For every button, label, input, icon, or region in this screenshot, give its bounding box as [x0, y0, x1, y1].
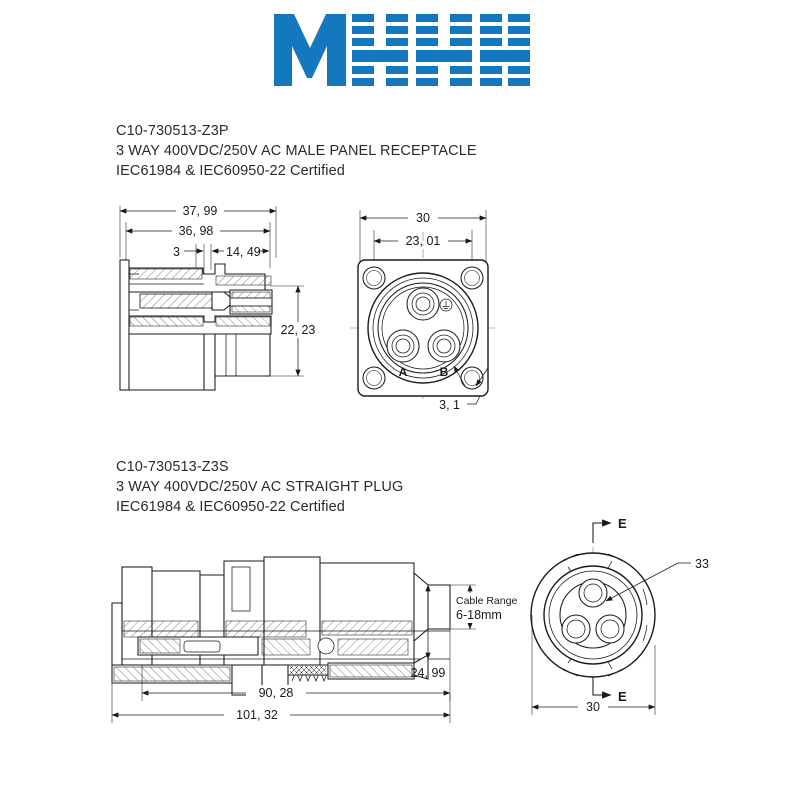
contact-label-b: B	[439, 365, 449, 379]
dimension-label-23-01: 23, 01	[405, 234, 441, 248]
dimension-label-30: 30	[416, 211, 430, 225]
plug-contact-lower-left	[562, 615, 590, 643]
product-1-description: 3 WAY 400VDC/250V AC MALE PANEL RECEPTACLE	[116, 143, 477, 159]
plug-sectional-drawing	[104, 545, 534, 735]
mounting-hole	[363, 367, 385, 389]
product-1-title-block	[116, 121, 477, 181]
dimension-22-23	[270, 286, 316, 376]
receptacle-front-drawing	[336, 200, 536, 415]
cable-range-annotation	[450, 585, 528, 629]
logo-artwork	[272, 8, 532, 92]
product-1-part-number: C10-730513-Z3P	[116, 123, 229, 139]
logo-letter-h-1	[352, 14, 408, 86]
dimension-label-33: 33	[695, 557, 709, 571]
plug-end-drawing	[548, 505, 748, 735]
dimension-label-3-1: 3, 1	[439, 398, 460, 412]
plug-contact-lower-right	[596, 615, 624, 643]
dimension-label-36-98: 36, 98	[178, 224, 214, 238]
product-2-part-number: C10-730513-Z3S	[116, 459, 229, 475]
cable-range-value: 6-18mm	[456, 608, 502, 622]
section-label-e-bottom: E	[618, 689, 627, 704]
earth-symbol-icon	[440, 299, 452, 311]
product-2-certification: IEC61984 & IEC60950-22 Certified	[116, 499, 345, 515]
contact-b	[428, 330, 460, 362]
receptacle-sectional-drawing	[108, 198, 318, 398]
logo-letter-h-2	[416, 14, 472, 86]
logo-letter-h-3	[480, 14, 530, 86]
plug-body-section	[112, 557, 450, 695]
mounting-hole	[461, 267, 483, 289]
logo-letter-m	[274, 14, 346, 86]
contact-label-a: A	[398, 365, 408, 379]
contact-a	[387, 330, 419, 362]
dimension-label-37-99: 37, 99	[182, 204, 218, 218]
product-2-description: 3 WAY 400VDC/250V AC STRAIGHT PLUG	[116, 479, 404, 495]
product-2-title-block	[116, 457, 403, 517]
dimension-label-30-plug: 30	[586, 700, 600, 714]
dimension-label-3: 3	[173, 245, 180, 259]
mounting-hole	[363, 267, 385, 289]
mhh-logo	[272, 8, 532, 92]
receptacle-body-section	[120, 260, 272, 390]
dimension-label-22-23: 22, 23	[280, 323, 316, 337]
section-label-e-top: E	[618, 516, 627, 531]
section-mark-e-top	[593, 516, 627, 543]
mounting-hole	[461, 367, 483, 389]
contact-earth	[407, 288, 439, 320]
dimension-label-14-49: 14, 49	[226, 245, 261, 259]
plug-contact-top	[579, 579, 607, 607]
product-1-certification: IEC61984 & IEC60950-22 Certified	[116, 163, 345, 179]
cable-range-title: Cable Range	[456, 595, 518, 607]
dimension-label-90-28: 90, 28	[258, 686, 294, 700]
dimension-label-24-99: 24, 99	[410, 666, 446, 680]
dimension-label-101-32: 101, 32	[236, 708, 278, 722]
